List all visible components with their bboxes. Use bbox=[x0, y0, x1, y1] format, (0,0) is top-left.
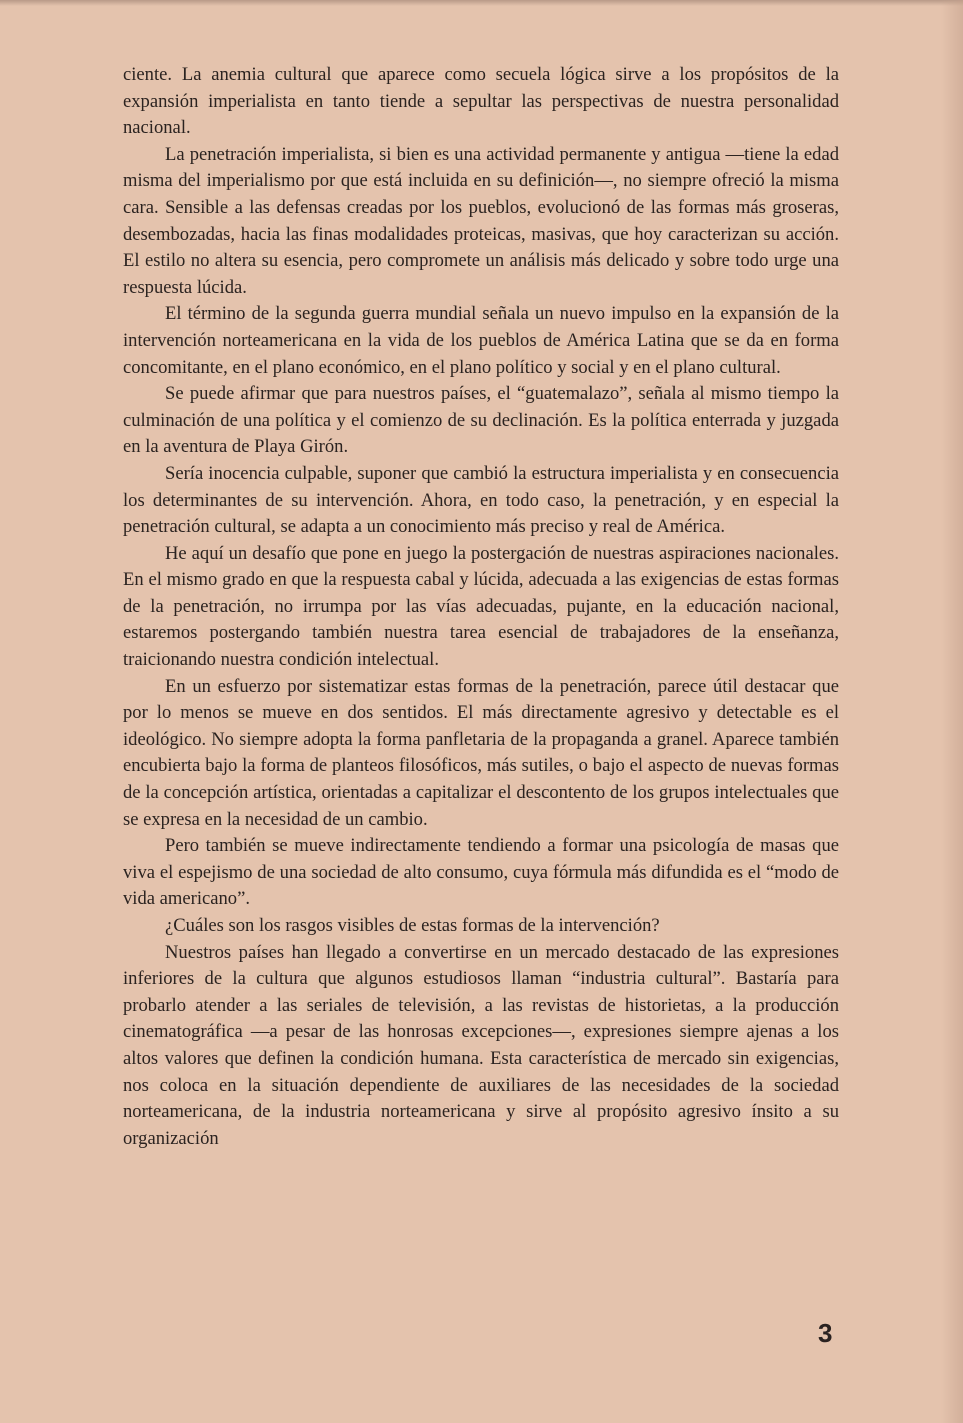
paragraph-6: He aquí un desafío que pone en juego la postergación de nuestras aspiraciones nacionales. En el mismo grado en que la respuesta cabal y lúcida, adecuada a las exigencias de estas formas de la penetración, no irrumpa por las vías adecuadas, pujante, en la educación nacional, estaremos postergando también nuestra tarea esencial de trabajadores de la enseñanza, traicionando nuestra condición intelectual. bbox=[123, 542, 839, 671]
paragraph-4: Se puede afirmar que para nuestros países, el “guatemalazo”, señala al mismo tiempo la culminación de una política y el comienzo de su declinación. Es la política enterrada y juzgada en la aventura de Playa Girón. bbox=[123, 383, 839, 458]
paragraph-2: La penetración imperialista, si bien es una actividad permanente y antigua —tiene la edad misma del imperialismo por que está incluida en su definición—, no siempre ofreció la misma cara. Sensible a las defensas creadas por los pueblos, evolucionó de las formas más groseras, desembozadas, hacia las finas modalidades proteicas, masivas, que hoy caracterizan su acción. El estilo no altera su esencia, pero compromete un análisis más delicado y sobre todo urge una respuesta lúcida. bbox=[123, 143, 839, 298]
page-right-edge bbox=[941, 0, 963, 1423]
paragraph-3: El término de la segunda guerra mundial señala un nuevo impulso en la expansión de la intervención norteamericana en la vida de los pueblos de América Latina que se da en forma concomitante, en el plano económico, en el plano político y social y en el plano cultural. bbox=[123, 303, 839, 378]
body-text bbox=[123, 62, 839, 1152]
paragraph-7: En un esfuerzo por sistematizar estas formas de la penetración, parece útil destacar que por lo menos se mueve en dos sentidos. El más directamente agresivo y detectable es el ideológico. No siempre adopta la forma panfletaria de la propaganda a granel. Aparece también encubierta bajo la forma de planteos filosóficos, más sutiles, o bajo el aspecto de nuevas formas de la concepción artística, orientadas a capitalizar el descontento de los grupos intelectuales que se expresa en la necesidad de un cambio. bbox=[123, 675, 839, 830]
paragraph-9: ¿Cuáles son los rasgos visibles de estas formas de la intervención? bbox=[165, 915, 660, 936]
paragraph-8: Pero también se mueve indirectamente tendiendo a formar una psicología de masas que viva el espejismo de una sociedad de alto consumo, cuya fórmula más difundida es el “modo de vida americano”. bbox=[123, 835, 839, 910]
paragraph-1: ciente. La anemia cultural que aparece como secuela lógica sirve a los propósitos de la expansión imperialista en tanto tiende a sepultar las perspectivas de nuestra personalidad nacional. bbox=[123, 64, 839, 139]
page-number: 3 bbox=[818, 1318, 833, 1348]
paragraph-10: Nuestros países han llegado a convertirse en un mercado destacado de las expresiones inferiores de la cultura que algunos estudiosos llaman “industria cultural”. Bastaría para probarlo atender a las seriales de televisión, a las revistas de historietas, a la producción cinematográfica —a pesar de las honrosas excepciones—, expresiones siempre ajenas a los altos valores que definen la condición humana. Esta característica de mercado sin exigencias, nos coloca en la situación dependiente de auxiliares de las necesidades de la sociedad norteamericana, de la industria norteamericana y sirve al propósito agresivo ínsito a su organización bbox=[123, 941, 839, 1149]
paragraph-5: Sería inocencia culpable, suponer que cambió la estructura imperialista y en consecuencia los determinantes de su intervención. Ahora, en todo caso, la penetración, y en especial la penetración cultural, se adapta a un conocimiento más preciso y real de América. bbox=[123, 462, 839, 538]
page-top-edge bbox=[0, 0, 963, 6]
